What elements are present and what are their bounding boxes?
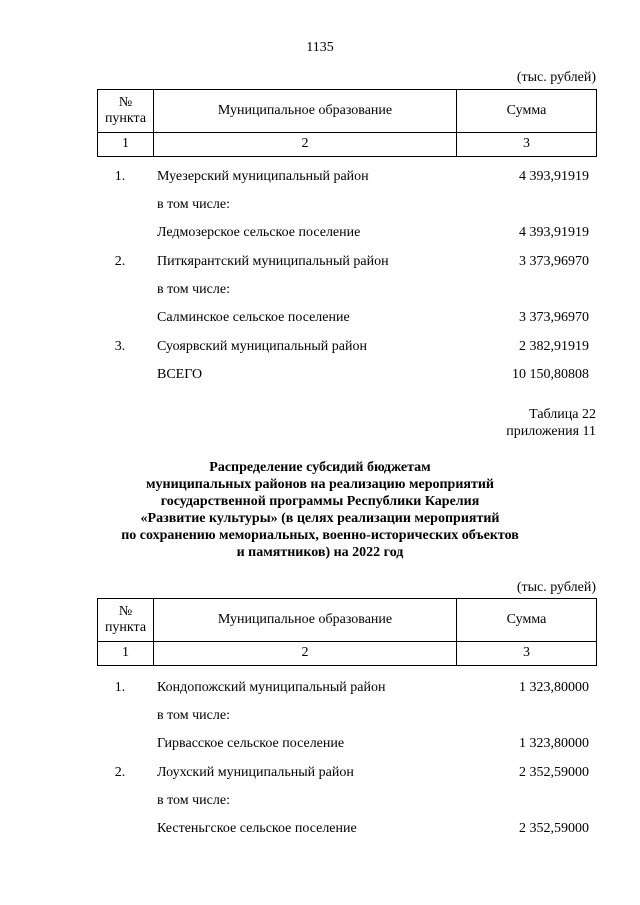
table-row (97, 254, 596, 274)
header-cell-municipality: Муниципальное образование (154, 599, 457, 642)
title-line: государственной программы Республики Карелия (160, 494, 480, 509)
row-number: 1. (114, 169, 126, 184)
header-cell-number (98, 90, 154, 133)
table-row (97, 708, 596, 728)
title-line: Распределение субсидий бюджетам (209, 460, 431, 475)
row-name: Салминское сельское поселение (157, 310, 350, 325)
header-number-word: пункта (104, 620, 147, 635)
row-sum: 2 382,91919 (519, 339, 589, 354)
row-sum: 1 323,80000 (519, 736, 589, 751)
table-label-appendix: приложения 11 (506, 424, 596, 439)
row-number: 3. (114, 339, 126, 354)
header-number-symbol: № (118, 94, 133, 110)
header-number-symbol: № (118, 603, 133, 619)
table-row (97, 793, 596, 813)
header-index-2: 2 (154, 133, 457, 157)
table-row (97, 821, 596, 841)
table-row (97, 169, 596, 189)
row-sum: 3 373,96970 (519, 310, 589, 325)
header-number-word: пункта (104, 111, 147, 126)
units-label: (тыс. рублей) (516, 70, 596, 85)
header-cell-number (98, 599, 154, 642)
header-index-3: 3 (457, 642, 597, 666)
table-row-total (97, 367, 596, 387)
table-row (97, 765, 596, 785)
title-line: и памятников) на 2022 год (236, 545, 404, 560)
row-name: Муезерский муниципальный район (157, 169, 369, 184)
row-name: в том числе: (157, 197, 230, 212)
row-sum: 1 323,80000 (519, 680, 589, 695)
table-row (97, 339, 596, 359)
row-name: Суоярвский муниципальный район (157, 339, 367, 354)
table-header (97, 598, 597, 666)
table-row (97, 310, 596, 330)
header-index-1: 1 (98, 133, 154, 157)
row-sum: 3 373,96970 (519, 254, 589, 269)
row-name: ВСЕГО (157, 367, 203, 382)
header-cell-sum: Сумма (457, 90, 597, 133)
title-line: по сохранению мемориальных, военно-исторических объектов (121, 528, 519, 543)
row-number: 2. (114, 254, 126, 269)
units-label: (тыс. рублей) (516, 580, 596, 595)
table-row (97, 736, 596, 756)
row-sum: 2 352,59000 (519, 765, 589, 780)
table-row (97, 282, 596, 302)
table-row (97, 197, 596, 217)
row-name: Кондопожский муниципальный район (157, 680, 386, 695)
header-index-3: 3 (457, 133, 597, 157)
table-label-number: Таблица 22 (529, 407, 596, 422)
table-row (97, 680, 596, 700)
row-name: в том числе: (157, 793, 230, 808)
row-name: Питкярантский муниципальный район (157, 254, 389, 269)
header-cell-municipality: Муниципальное образование (154, 90, 457, 133)
row-sum: 2 352,59000 (519, 821, 589, 836)
header-cell-sum: Сумма (457, 599, 597, 642)
title-line: «Развитие культуры» (в целях реализации мероприятий (140, 511, 500, 526)
row-sum: 4 393,91919 (519, 225, 589, 240)
title-line: муниципальных районов на реализацию мероприятий (146, 477, 494, 492)
row-number: 1. (114, 680, 126, 695)
row-sum: 10 150,80808 (512, 367, 589, 382)
table-header (97, 89, 597, 157)
row-name: в том числе: (157, 708, 230, 723)
page-number: 1135 (306, 40, 334, 55)
section-title (0, 459, 640, 561)
row-name: Ледмозерское сельское поселение (157, 225, 361, 240)
header-index-2: 2 (154, 642, 457, 666)
row-name: Лоухский муниципальный район (157, 765, 354, 780)
row-name: Кестеньгское сельское поселение (157, 821, 357, 836)
row-number: 2. (114, 765, 126, 780)
row-name: в том числе: (157, 282, 230, 297)
row-name: Гирвасское сельское поселение (157, 736, 345, 751)
row-sum: 4 393,91919 (519, 169, 589, 184)
header-index-1: 1 (98, 642, 154, 666)
table-row (97, 225, 596, 245)
